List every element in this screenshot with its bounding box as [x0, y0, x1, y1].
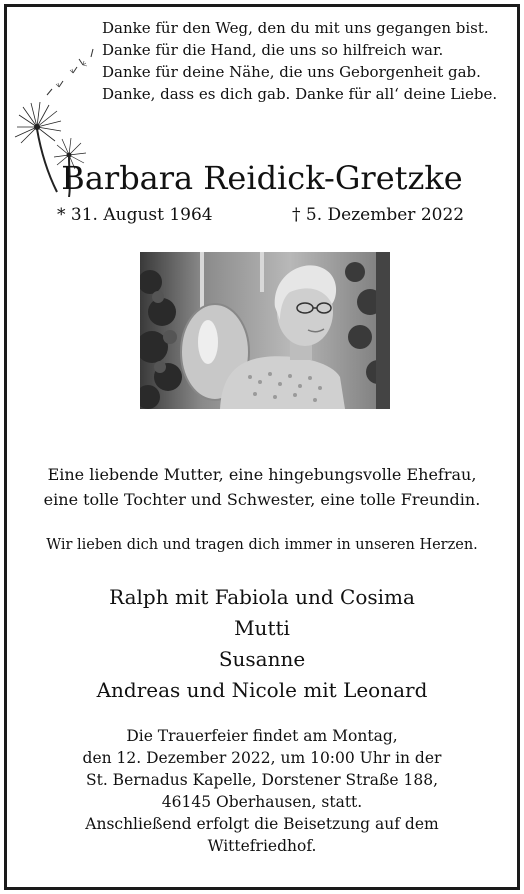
ceremony-info — [7, 725, 517, 857]
ceremony-line: St. Bernadus Kapelle, Dorstener Straße 188, — [85, 771, 439, 789]
poem-line: Danke für den Weg, den du mit uns gegangen bist. — [102, 19, 489, 37]
ceremony-line: 46145 Oberhausen, statt. — [161, 793, 363, 811]
tribute-text — [7, 462, 517, 512]
tribute-line: eine tolle Tochter und Schwester, eine tolle Freundin. — [43, 490, 481, 509]
poem-line: Danke, dass es dich gab. Danke für all‘ deine Liebe. — [102, 85, 498, 103]
deceased-name: Barbara Reidick-Gretzke — [61, 159, 463, 197]
ceremony-line: Die Trauerfeier findet am Montag, — [126, 727, 398, 745]
family-line: Susanne — [218, 647, 306, 671]
portrait-photo — [140, 252, 390, 409]
poem-block — [102, 17, 497, 105]
family-line: Mutti — [234, 616, 290, 640]
birth-date: * 31. August 1964 — [57, 205, 213, 225]
family-line: Ralph mit Fabiola und Cosima — [109, 585, 415, 609]
ceremony-line: Wittefriedhof. — [207, 837, 317, 855]
tribute-line: Eine liebende Mutter, eine hingebungsvolle Ehefrau, — [47, 465, 477, 484]
poem-line: Danke für die Hand, die uns so hilfreich war. — [102, 41, 444, 59]
poem-line: Danke für deine Nähe, die uns Geborgenheit gab. — [102, 63, 481, 81]
ceremony-line: Anschließend erfolgt die Beisetzung auf dem — [85, 815, 439, 833]
obituary-card — [4, 4, 520, 890]
portrait-illustration — [140, 252, 390, 409]
family-line: Andreas und Nicole mit Leonard — [96, 678, 428, 702]
family-list — [7, 582, 517, 706]
death-date: † 5. Dezember 2022 — [292, 205, 465, 225]
ceremony-line: den 12. Dezember 2022, um 10:00 Uhr in der — [82, 749, 442, 767]
love-line: Wir lieben dich und tragen dich immer in unseren Herzen. — [46, 537, 478, 553]
